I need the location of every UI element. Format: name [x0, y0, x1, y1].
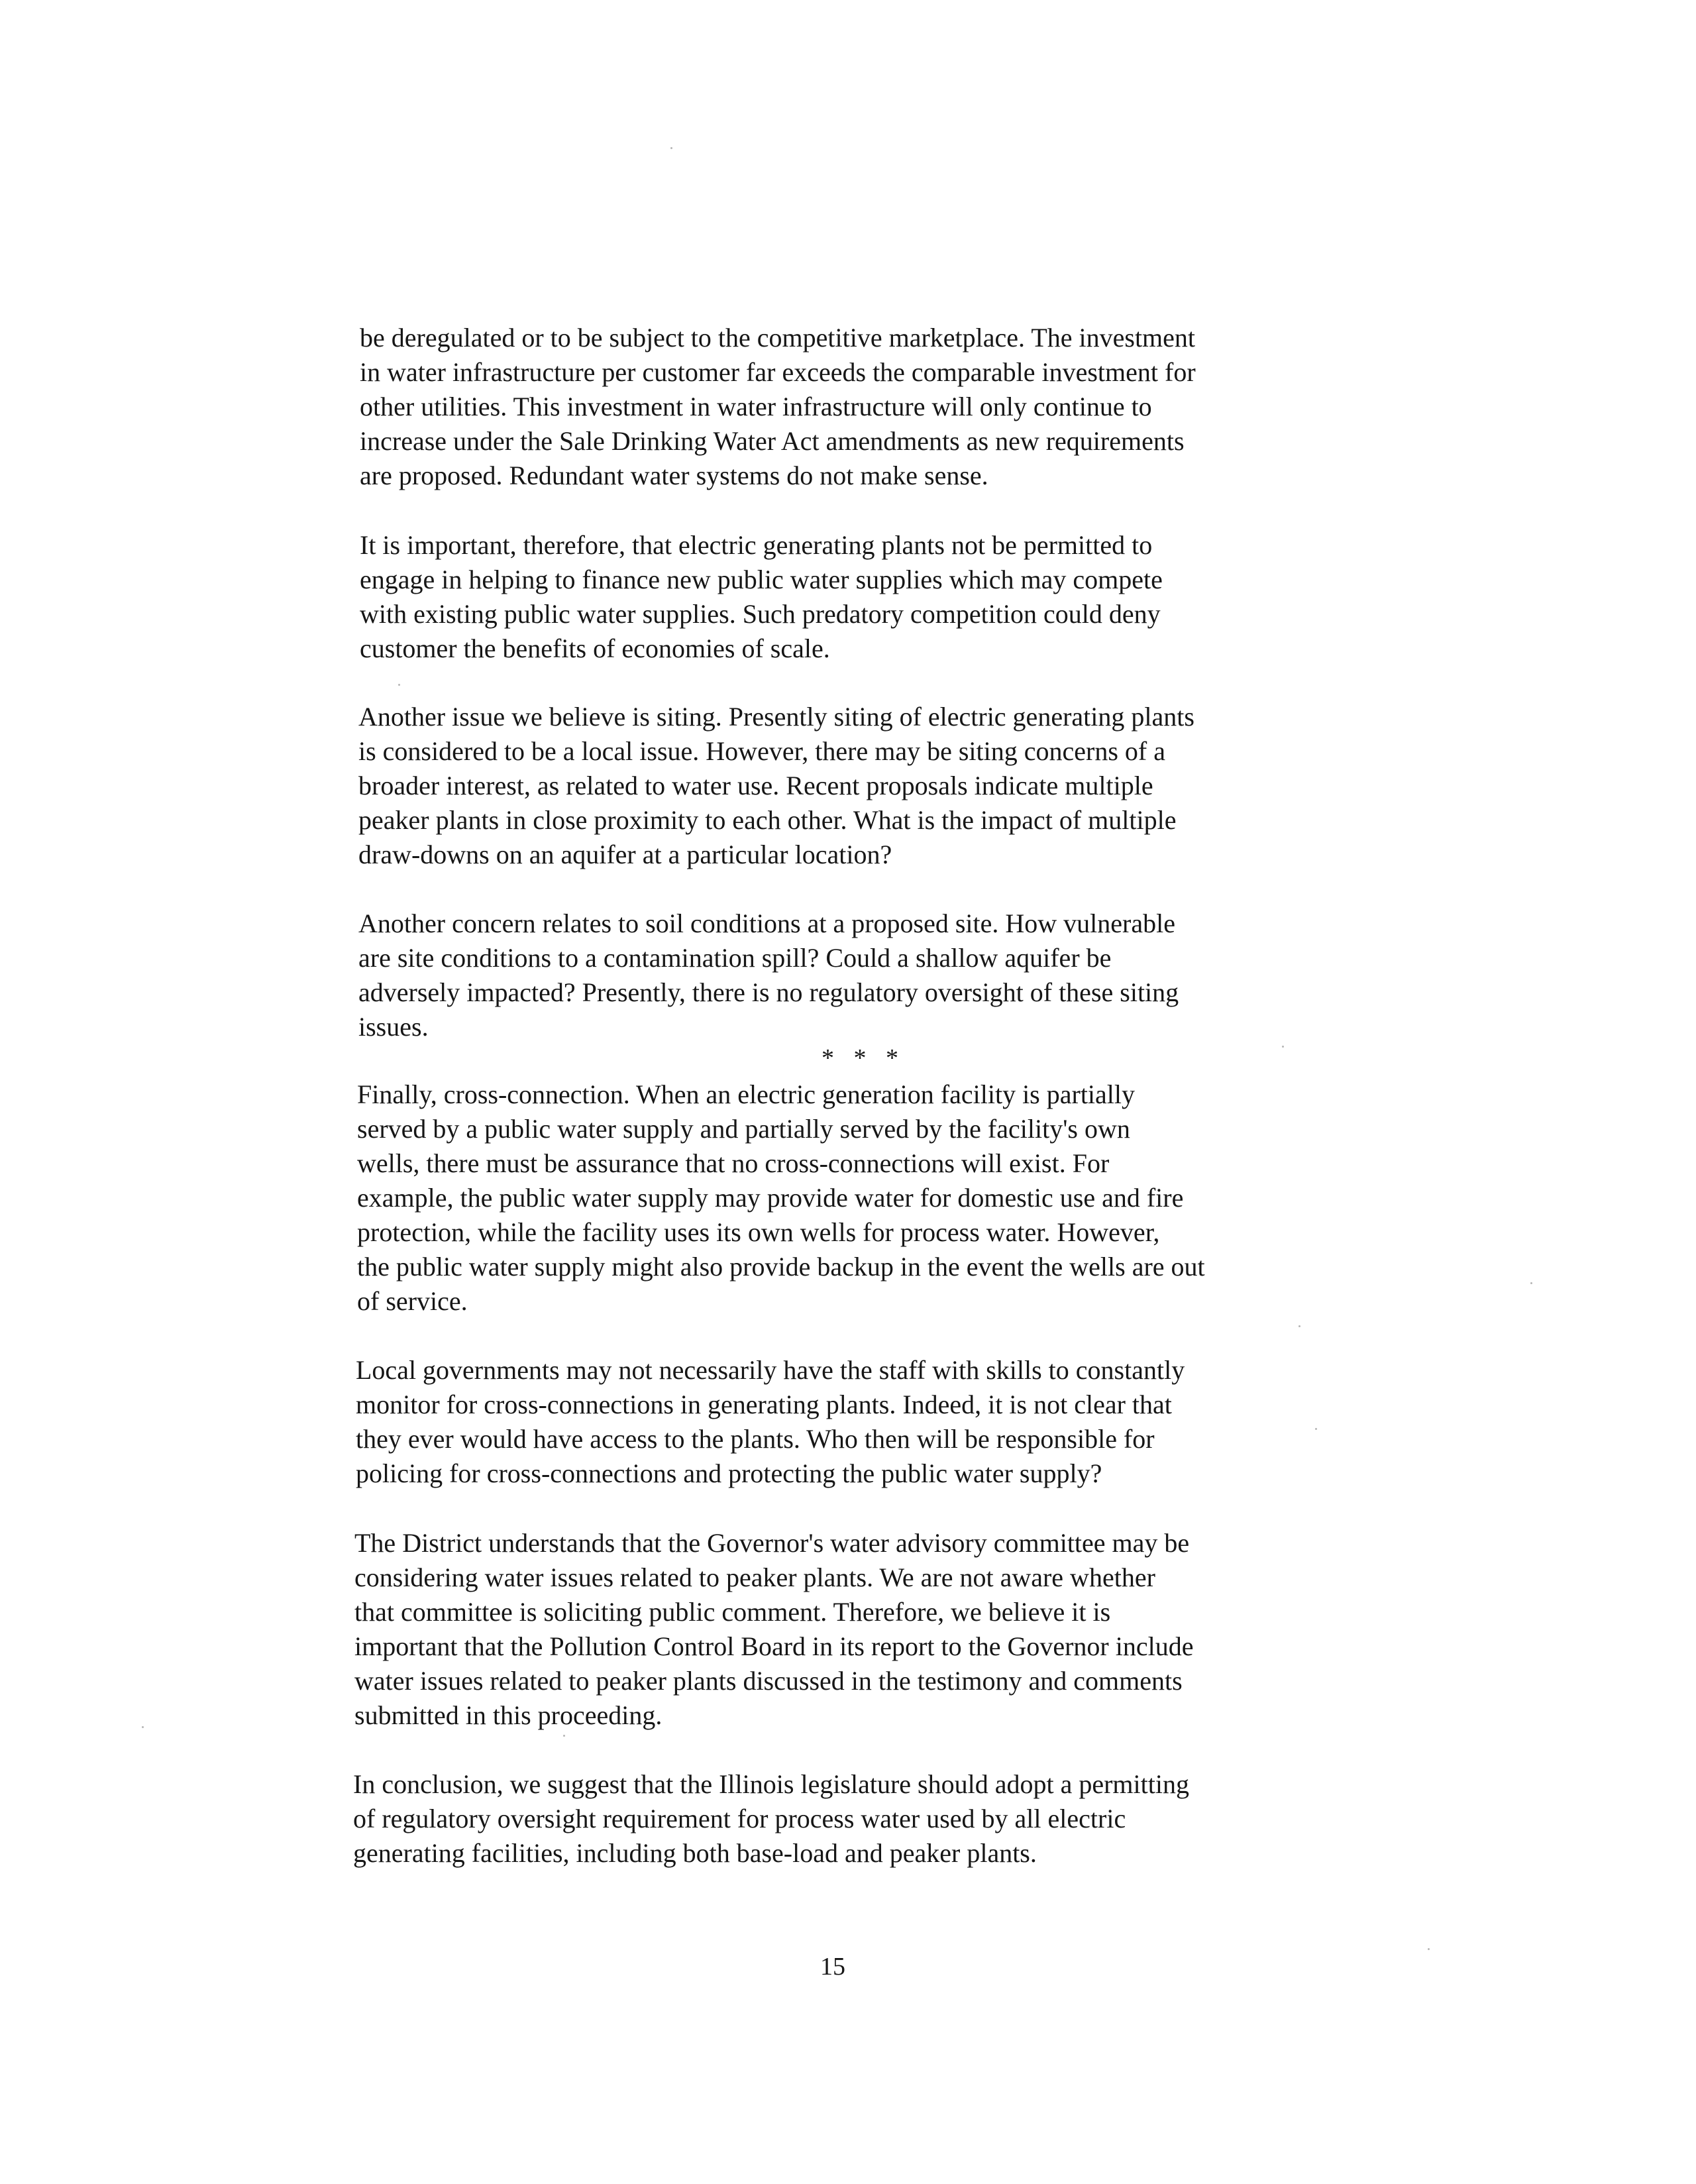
text-line: important that the Pollution Control Board in its report to the Governor include: [354, 1631, 1194, 1661]
text-line: water issues related to peaker plants discussed in the testimony and comments: [354, 1666, 1183, 1696]
text-line: Another issue we believe is siting. Presently siting of electric generating plants: [358, 702, 1194, 732]
page-number: 15: [820, 1953, 845, 1981]
scan-speck: [1298, 1325, 1300, 1327]
text-line: is considered to be a local issue. However, there may be siting concerns of a: [358, 736, 1165, 766]
text-line: adversely impacted? Presently, there is no regulatory oversight of these siting: [358, 977, 1179, 1007]
text-line: protection, while the facility uses its own wells for process water. However,: [357, 1217, 1160, 1247]
text-line: of regulatory oversight requirement for process water used by all electric: [353, 1804, 1126, 1833]
scan-speck: [1315, 1428, 1317, 1430]
text-line: example, the public water supply may provide water for domestic use and fire: [357, 1183, 1184, 1213]
text-line: served by a public water supply and partially served by the facility's own: [357, 1114, 1130, 1144]
scan-speck: [142, 1726, 144, 1728]
text-line: of service.: [357, 1286, 468, 1316]
text-line: with existing public water supplies. Such predatory competition could deny: [360, 599, 1161, 629]
text-line: The District understands that the Governor's water advisory committee may be: [354, 1528, 1190, 1558]
text-line: It is important, therefore, that electric generating plants not be permitted to: [360, 530, 1153, 560]
paragraph-cross-connection: [357, 1077, 1205, 1319]
text-line: Finally, cross-connection. When an electric generation facility is partially: [357, 1079, 1136, 1109]
scan-speck: [1282, 1046, 1284, 1048]
text-line: that committee is soliciting public comment. Therefore, we believe it is: [354, 1597, 1111, 1627]
text-line: in water infrastructure per customer far exceeds the comparable investment for: [360, 357, 1196, 387]
paragraph-advisory-committee: [354, 1526, 1193, 1733]
paragraph-predatory-competition: [360, 528, 1163, 666]
paragraph-redundant-systems: [360, 321, 1196, 493]
text-line: submitted in this proceeding.: [354, 1700, 662, 1730]
text-line: are site conditions to a contamination spill? Could a shallow aquifer be: [358, 943, 1112, 973]
paragraph-local-governments: [356, 1353, 1185, 1491]
text-line: broader interest, as related to water use. Recent proposals indicate multiple: [358, 771, 1153, 800]
text-line: monitor for cross-connections in generating plants. Indeed, it is not clear that: [356, 1390, 1172, 1419]
text-line: increase under the Sale Drinking Water Act amendments as new requirements: [360, 426, 1185, 456]
paragraph-soil-conditions: [358, 906, 1179, 1044]
text-line: they ever would have access to the plants. Who then will be responsible for: [356, 1424, 1155, 1454]
text-line: generating facilities, including both base-load and peaker plants.: [353, 1838, 1037, 1868]
scan-speck: [670, 147, 672, 149]
text-line: Local governments may not necessarily have the staff with skills to constantly: [356, 1355, 1185, 1385]
text-line: considering water issues related to peaker plants. We are not aware whether: [354, 1562, 1155, 1592]
text-line: wells, there must be assurance that no cross-connections will exist. For: [357, 1148, 1110, 1178]
text-line: customer the benefits of economies of scale.: [360, 633, 830, 663]
scan-speck: [398, 684, 400, 686]
text-line: engage in helping to finance new public water supplies which may compete: [360, 565, 1163, 594]
scan-speck: [1530, 1282, 1532, 1284]
scan-speck: [1428, 1948, 1430, 1950]
text-line: issues.: [358, 1012, 429, 1042]
text-line: the public water supply might also provide backup in the event the wells are out: [357, 1252, 1205, 1282]
text-line: are proposed. Redundant water systems do not make sense.: [360, 461, 988, 490]
paragraph-conclusion: [353, 1767, 1189, 1871]
section-break: * * *: [822, 1044, 905, 1072]
text-line: other utilities. This investment in water infrastructure will only continue to: [360, 392, 1152, 421]
text-line: peaker plants in close proximity to each other. What is the impact of multiple: [358, 805, 1177, 835]
text-line: be deregulated or to be subject to the competitive marketplace. The investment: [360, 323, 1196, 353]
scan-speck: [563, 1735, 565, 1737]
text-line: draw-downs on an aquifer at a particular location?: [358, 840, 892, 869]
text-line: In conclusion, we suggest that the Illinois legislature should adopt a permitting: [353, 1769, 1189, 1799]
paragraph-siting: [358, 700, 1194, 872]
text-line: policing for cross-connections and protecting the public water supply?: [356, 1458, 1102, 1488]
text-line: Another concern relates to soil conditions at a proposed site. How vulnerable: [358, 908, 1175, 938]
